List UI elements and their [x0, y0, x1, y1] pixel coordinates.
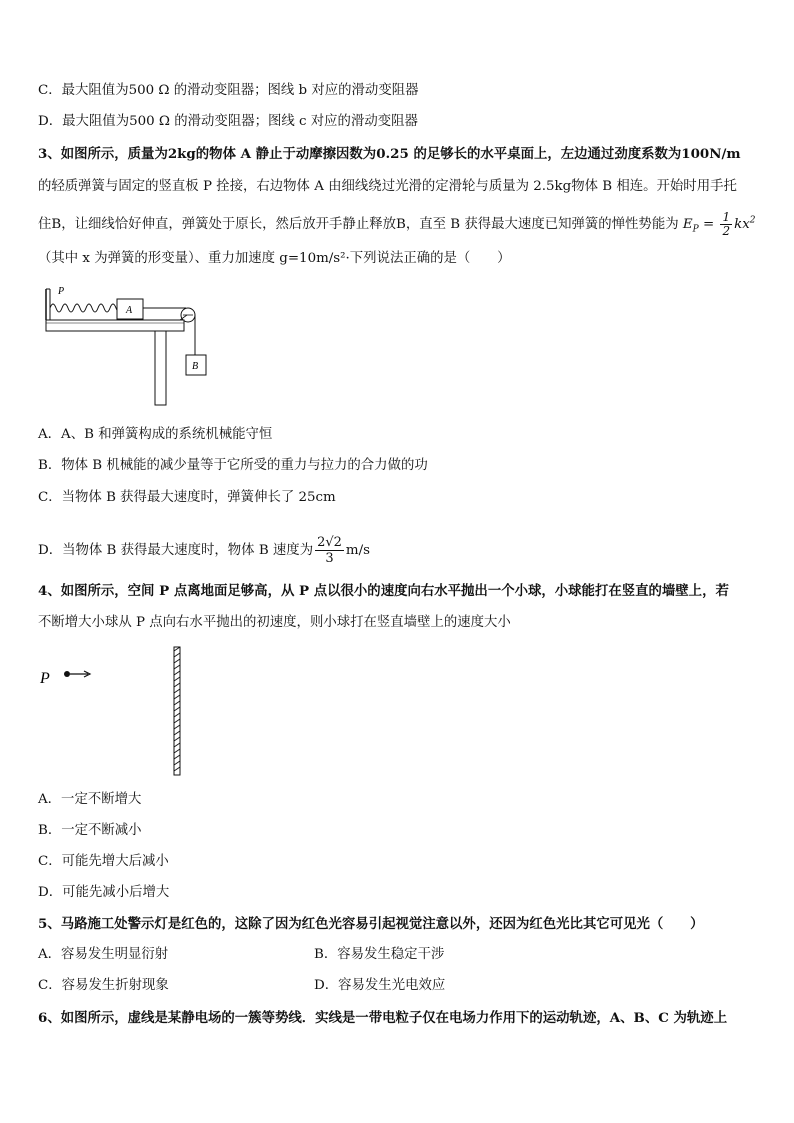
question-5-option-b: B．容易发生稳定干涉 [314, 947, 445, 962]
question-4-line-1: 4、如图所示，空间 P 点离地面足够高，从 P 点以很小的速度向右水平抛出一个小球，小球能打在竖直的墙壁上，若 [38, 583, 729, 599]
velocity-unit: m/s [345, 543, 371, 558]
question-4-option-c: C．可能先增大后减小 [38, 854, 169, 869]
question-5-option-c: C．容易发生折射现象 [38, 978, 169, 993]
velocity-fraction [315, 535, 344, 566]
spring-energy-formula [682, 210, 756, 238]
question-3-line-4: （其中 x 为弹簧的形变量）、重力加速度 g=10m/s²·下列说法正确的是（ ） [38, 251, 511, 266]
question-4-option-b: B．一定不断减小 [38, 823, 142, 838]
question-5-option-d: D．容易发生光电效应 [314, 978, 446, 993]
projectile-wall-figure [36, 645, 186, 780]
line-option-c-prev: C．最大阻值为500 Ω 的滑动变阻器；图线 b 对应的滑动变阻器 [38, 83, 419, 98]
question-3-option-b: B．物体 B 机械能的减少量等于它所受的重力与拉力的合力做的功 [38, 458, 428, 473]
formula-kx: kx [734, 217, 750, 232]
question-6: 6、如图所示，虚线是某静电场的一簇等势线．实线是一带电粒子仅在电场力作用下的运动轨迹，A、B、C 为轨迹上 [38, 1010, 728, 1026]
question-3-line-3-text: 住B，让细线恰好伸直，弹簧处于原长，然后放开手静止释放B，直至 B 获得最大速度已知弹簧的惮性势能为 [38, 217, 679, 232]
fig1-label-a: A [126, 305, 133, 316]
formula-sup-2: 2 [749, 215, 756, 226]
formula-sub-p: P [692, 224, 699, 235]
question-3-line-3 [38, 211, 756, 239]
question-5: 5、马路施工处警示灯是红色的，这除了因为红色光容易引起视觉注意以外，还因为红色光比其它可见光（ ） [38, 916, 704, 932]
question-3-option-d [38, 535, 370, 566]
formula-eq: = [698, 217, 719, 232]
velocity-frac-den: 3 [325, 551, 334, 566]
question-3-option-c: C．当物体 B 获得最大速度时，弹簧伸长了 25cm [38, 490, 336, 505]
formula-frac-num: 1 [722, 210, 731, 224]
formula-frac-den: 2 [722, 224, 731, 238]
spring-pulley-figure [40, 283, 220, 408]
question-4-option-a: A．一定不断增大 [38, 792, 142, 807]
fig1-label-b: B [192, 361, 199, 372]
question-3-option-d-text: D．当物体 B 获得最大速度时，物体 B 速度为 [38, 543, 314, 558]
question-4-line-2: 不断增大小球从 P 点向右水平抛出的初速度，则小球打在竖直墙壁上的速度大小 [38, 615, 511, 630]
question-5-option-a: A．容易发生明显衍射 [38, 947, 169, 962]
fig1-label-p: P [58, 286, 65, 297]
formula-e: E [682, 217, 693, 232]
question-3-line-1: 3、如图所示，质量为2kg的物体 A 静止于动摩擦因数为0.25 的足够长的水平桌面上，左边通过劲度系数为100N/m [38, 146, 741, 162]
question-4-option-d: D．可能先减小后增大 [38, 885, 170, 900]
formula-fraction [720, 211, 732, 238]
line-option-d-prev: D．最大阻值为500 Ω 的滑动变阻器；图线 c 对应的滑动变阻器 [38, 114, 418, 129]
question-3-option-a: A．A、B 和弹簧构成的系统机械能守恒 [38, 427, 273, 442]
fig2-label-p: P [40, 670, 50, 687]
velocity-frac-num: 2√2 [317, 535, 342, 550]
question-3-line-2: 的轻质弹簧与固定的竖直板 P 拴接，右边物体 A 由细线绕过光滑的定滑轮与质量为 2.5kg物体 B 相连。开始时用手托 [38, 179, 737, 194]
